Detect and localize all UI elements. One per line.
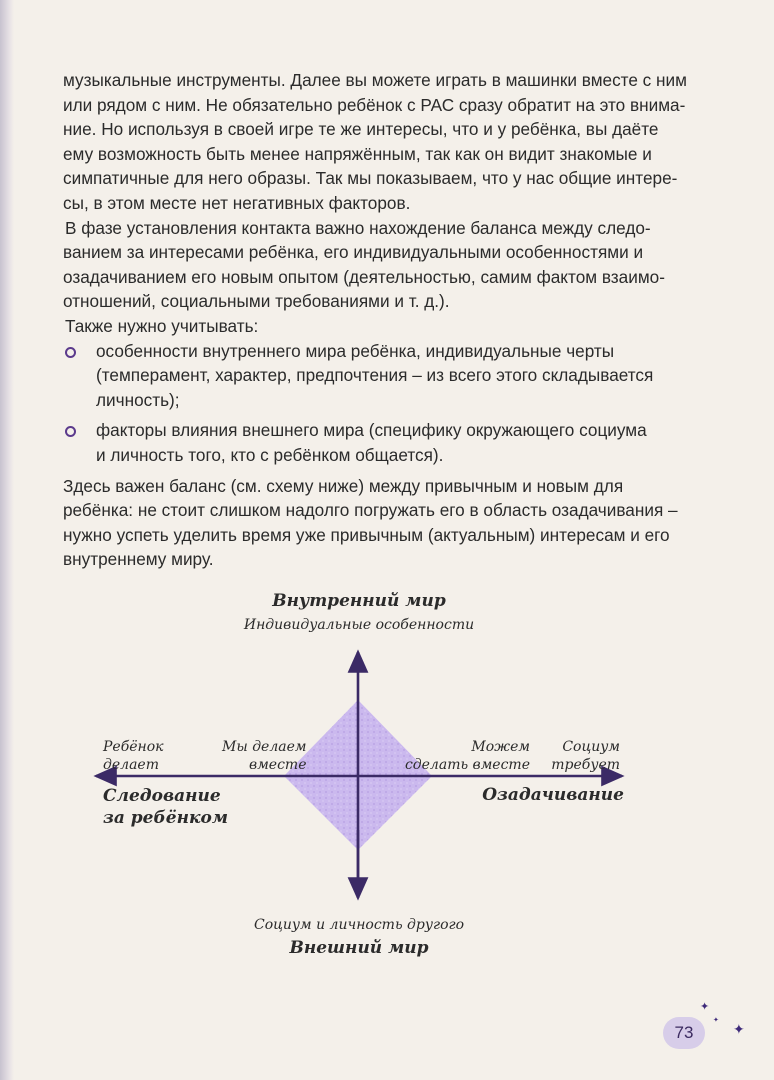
text-line: озадачиванием его новым опытом (деятельностью, самим фактом взаимо- [63,266,665,287]
doing-together-label [222,738,307,774]
paragraph-2 [63,216,695,314]
text-line: и личность того, кто с ребёнком общается). [96,444,444,465]
sparkle-icon: ✦ [700,1001,710,1013]
label-line: сделать вместе [404,757,530,773]
paragraph-4 [63,474,695,572]
text-line: ребёнка: не стоит слишком надолго погружать его в область озадачивания – [63,500,678,521]
following-child-title [103,785,228,829]
text-line: (темперамент, характер, предпочтения – из всего этого складывается [96,365,654,386]
bullet-icon [65,426,76,437]
label-line: требует [551,757,620,773]
bullet-list [63,339,695,468]
label-line: вместе [249,757,307,773]
text-line: музыкальные инструменты. Далее вы можете играть в машинки вместе с ним [63,70,687,90]
text-line: Здесь важен баланс (см. схему ниже) между привычным и новым для [63,475,624,496]
text-line: внутреннему миру. [63,549,214,570]
text-line: симпатичные для него образы. Так мы показываем, что у нас общие интере- [63,168,678,189]
text-line: личность); [96,389,180,410]
page-number: 73 [663,1017,705,1049]
bullet-icon [65,347,76,358]
can-do-together-label [402,738,530,774]
balance-diagram [0,580,774,980]
text-line: отношений, социальными требованиями и т. д.). [63,291,450,312]
sparkle-icon: ✦ [713,1017,719,1024]
label-line: Мы делаем [222,739,307,755]
text-line: ванием за интересами ребёнка, его индивидуальными особенностями и [63,242,644,263]
label-line: за ребёнком [103,808,228,828]
paragraph-3 [63,314,695,339]
list-item [63,339,695,413]
society-requires-label [546,738,620,774]
outer-world-subtitle: Социум и личность другого [253,917,464,933]
list-item [63,418,695,467]
label-line: Можем [471,739,530,755]
paragraph-1 [63,68,695,216]
text-line: особенности внутреннего мира ребёнка, индивидуальные черты [96,340,615,361]
label-line: Следование [103,786,221,806]
inner-world-title: Внутренний мир [272,591,446,611]
text-line: ние. Но используя в своей игре те же интересы, что и у ребёнка, вы даёте [63,119,659,140]
outer-world-title: Внешний мир [289,938,429,958]
inner-world-subtitle: Индивидуальные особенности [243,617,475,633]
text-line: факторы влияния внешнего мира (специфику окружающего социума [96,420,647,441]
label-line: Социум [562,739,620,755]
text-line: Также нужно учитывать: [65,315,259,336]
challenging-title: Озадачивание [482,785,624,805]
label-line: Ребёнок [103,739,164,755]
text-line: сы, в этом месте нет негативных факторов. [63,192,411,213]
sparkle-icon: ✦ [733,1021,745,1037]
body-text [63,68,695,572]
text-line: ему возможность быть менее напряжённым, так как он видит знакомые и [63,143,652,164]
child-does-label [103,738,164,774]
label-line: делает [103,757,159,773]
text-line: или рядом с ним. Не обязательно ребёнок с РАС сразу обратит на это внима- [63,94,686,115]
text-line: нужно успеть уделить время уже привычным (актуальным) интересам и его [63,524,670,545]
text-line: В фазе установления контакта важно нахождение баланса между следо- [65,217,651,238]
